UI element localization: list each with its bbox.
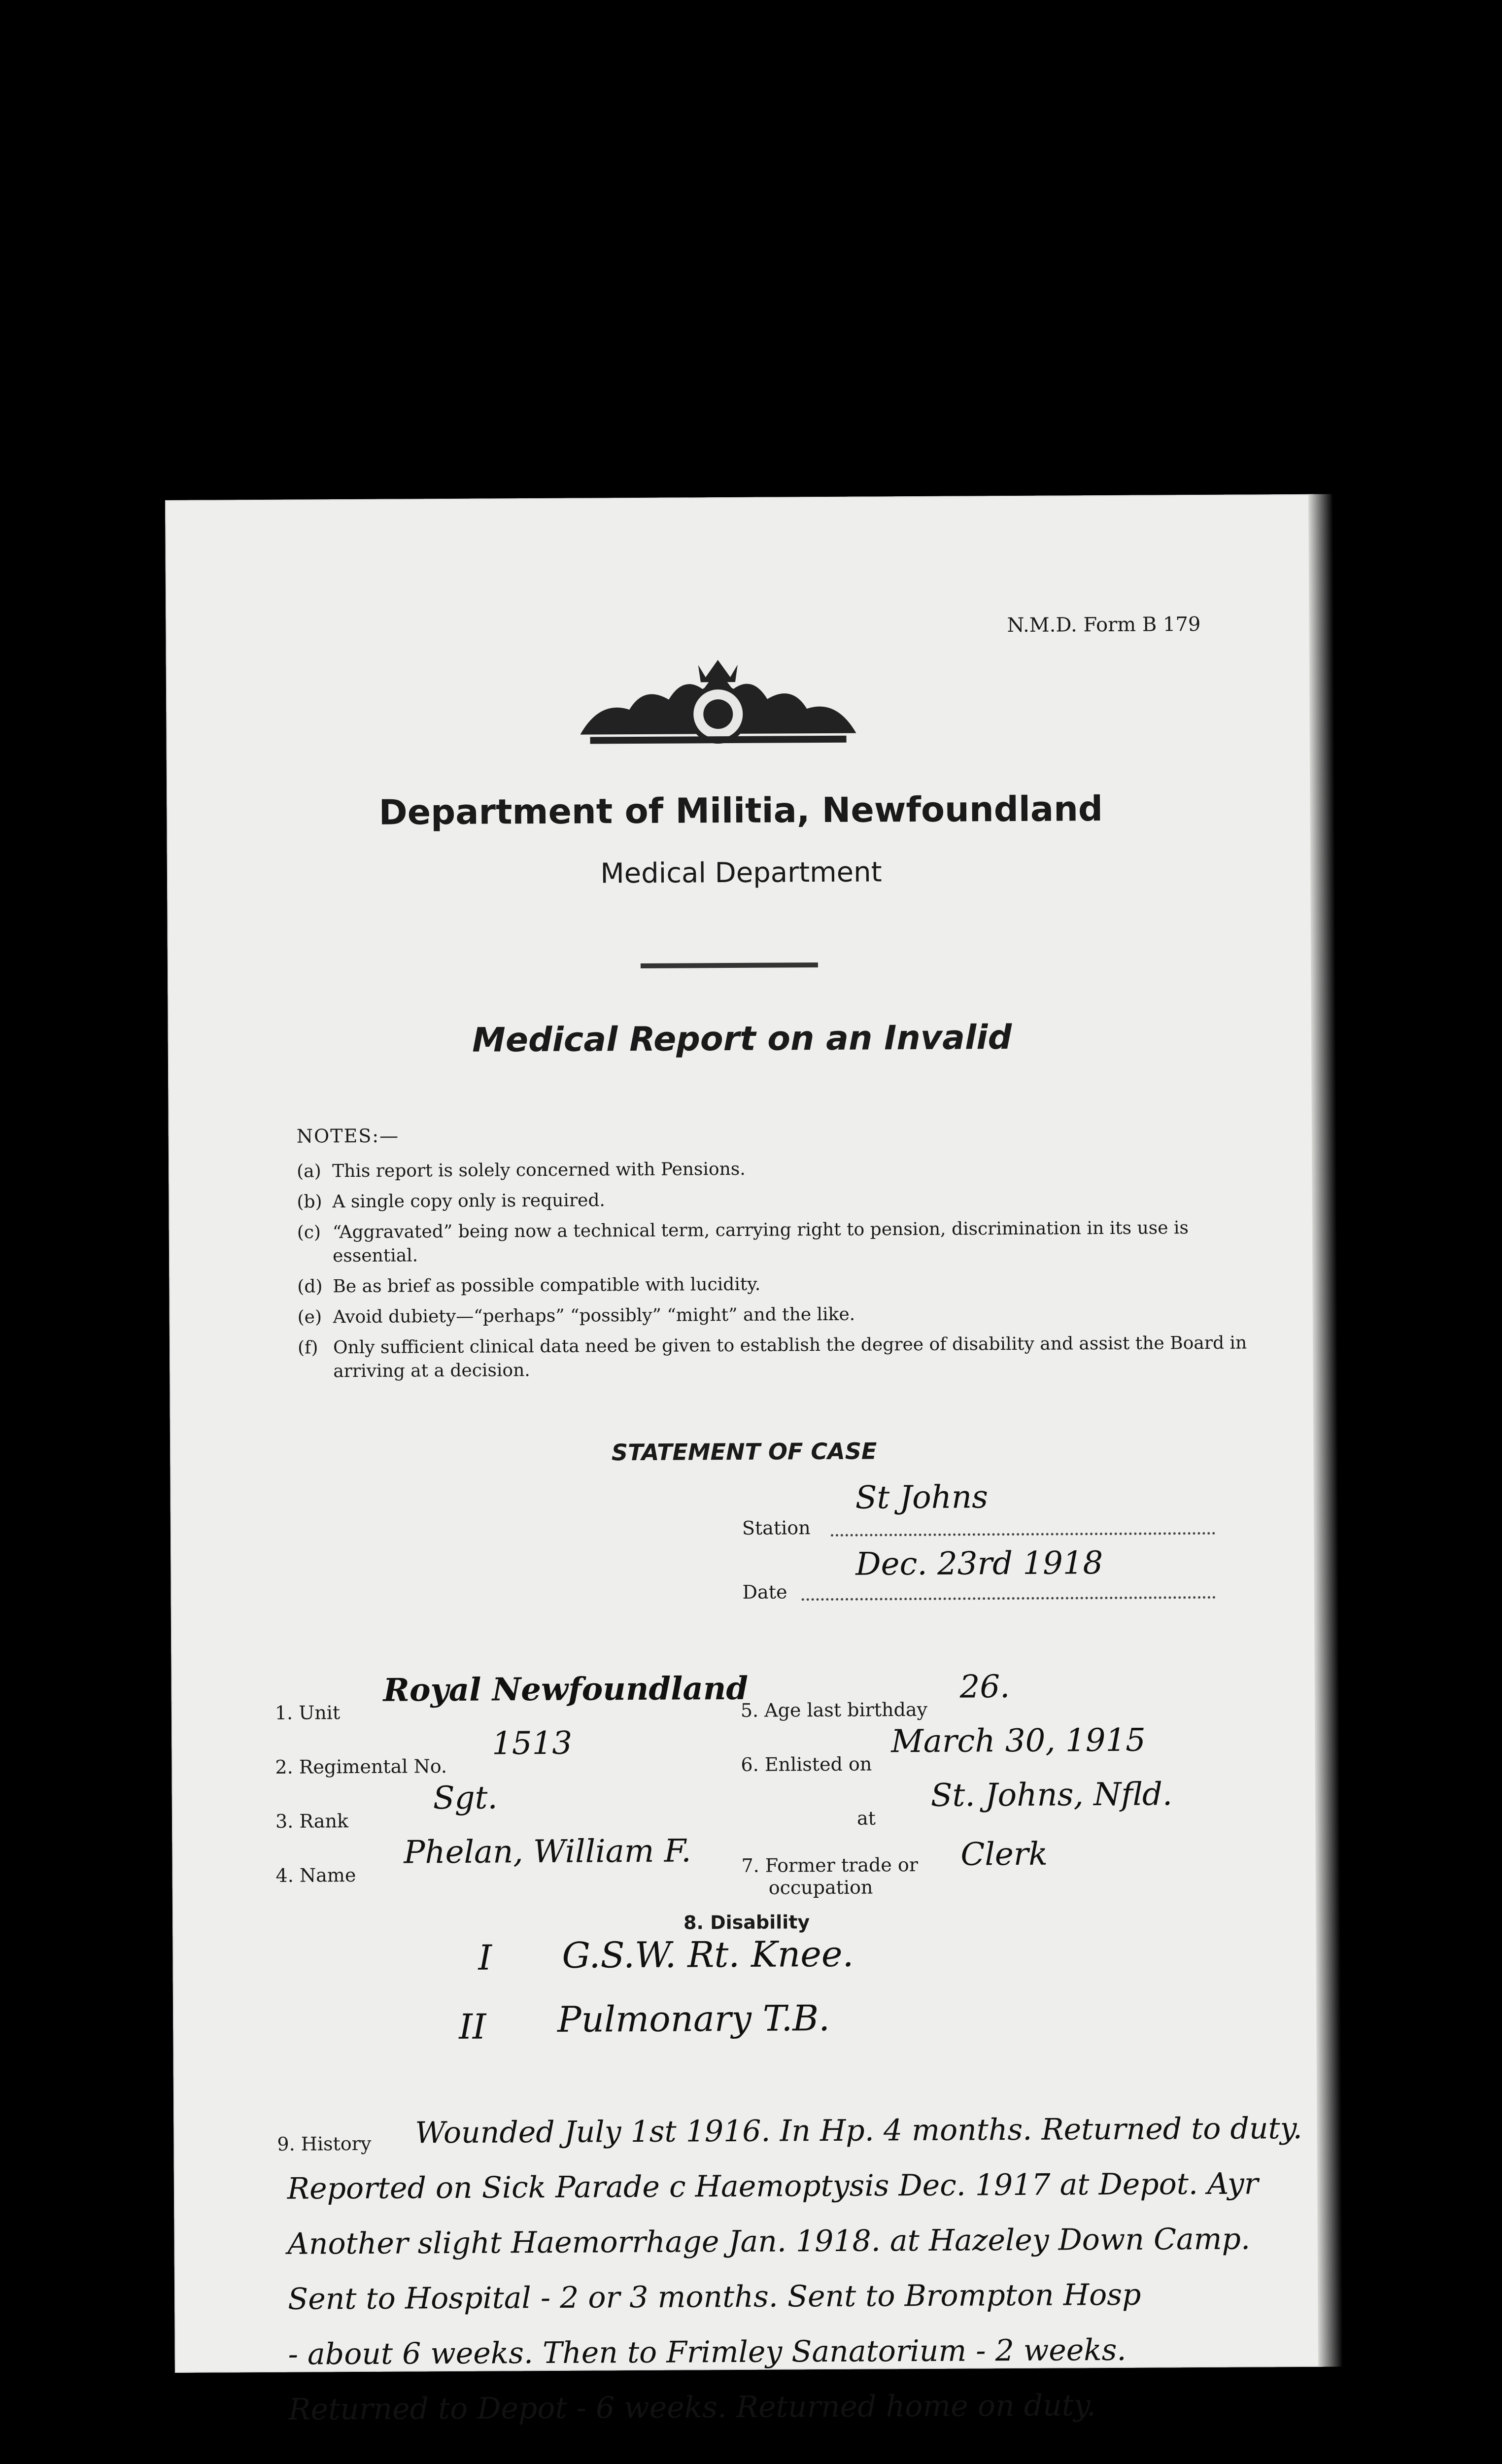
- note-key: (b): [297, 1192, 322, 1212]
- sub-department: Medical Department: [600, 856, 882, 890]
- at-value: St. Johns, Nfld.: [930, 1776, 1173, 1814]
- rank-value: Sgt.: [433, 1780, 498, 1817]
- history-line: Wounded July 1st 1916. In Hp. 4 months. Returned to duty.: [415, 2111, 1302, 2151]
- age-value: 26.: [959, 1669, 1010, 1706]
- note-text: Avoid dubiety—“perhaps” “possibly” “might” and the like.: [333, 1304, 855, 1328]
- enlisted-value: March 30, 1915: [891, 1722, 1146, 1760]
- report-title: Medical Report on an Invalid: [472, 1018, 1012, 1060]
- date-line: [802, 1596, 1216, 1601]
- note-key: (c): [297, 1222, 321, 1243]
- coat-of-arms-icon: [570, 654, 866, 754]
- date-label: Date: [742, 1581, 787, 1603]
- note-key: (f): [297, 1337, 318, 1358]
- note-key: (a): [297, 1161, 321, 1182]
- trade-label-line2: occupation: [768, 1876, 873, 1899]
- history-line: - about 6 weeks. Then to Frimley Sanatorium - 2 weeks.: [288, 2332, 1126, 2372]
- name-label: 4. Name: [275, 1864, 356, 1886]
- history-line: Sent to Hospital - 2 or 3 months. Sent to Brompton Hosp: [287, 2277, 1141, 2317]
- disability-heading: 8. Disability: [683, 1911, 810, 1934]
- station-value: St Johns: [855, 1479, 989, 1516]
- notes-heading: NOTES:—: [296, 1125, 400, 1147]
- page-edge: [1308, 494, 1343, 2367]
- unit-value: Royal Newfoundland: [383, 1670, 749, 1709]
- date-value: Dec. 23rd 1918: [855, 1545, 1103, 1583]
- station-label: Station: [742, 1517, 811, 1539]
- note-key: (d): [297, 1276, 323, 1297]
- disability-text: Pulmonary T.B.: [557, 1997, 830, 2040]
- note-item: [298, 1331, 1263, 1383]
- statement-heading: STATEMENT OF CASE: [611, 1437, 877, 1466]
- regimental-no-label: 2. Regimental No.: [275, 1755, 447, 1778]
- name-value: Phelan, William F.: [404, 1833, 691, 1871]
- disability-num: I: [478, 1937, 492, 1978]
- note-key: (e): [297, 1307, 322, 1328]
- note-text: A single copy only is required.: [332, 1190, 605, 1212]
- form-number: N.M.D. Form B 179: [1007, 613, 1201, 637]
- note-text: “Aggravated” being now a technical term, carrying right to pension, discrimination in its use is essential.: [332, 1218, 1189, 1266]
- divider: [641, 962, 818, 968]
- history-line: Another slight Haemorrhage Jan. 1918. at Hazeley Down Camp.: [287, 2222, 1251, 2261]
- note-item: [297, 1216, 1263, 1268]
- note-item: [297, 1270, 1263, 1299]
- history-text: [287, 2101, 1302, 2437]
- note-item: [297, 1155, 1263, 1183]
- history-label: 9. History: [277, 2132, 372, 2155]
- age-label: 5. Age last birthday: [740, 1698, 928, 1721]
- station-line: [831, 1532, 1215, 1537]
- note-text: Only sufficient clinical data need be given to establish the degree of disability and assist the Board in arriving at a decision.: [333, 1333, 1247, 1382]
- disability-text: G.S.W. Rt. Knee.: [562, 1933, 854, 1976]
- rank-label: 3. Rank: [275, 1810, 349, 1832]
- note-item: [298, 1300, 1263, 1329]
- trade-value: Clerk: [960, 1836, 1048, 1873]
- enlisted-label: 6. Enlisted on: [741, 1753, 872, 1776]
- note-text: Be as brief as possible compatible with lucidity.: [333, 1274, 761, 1297]
- note-text: This report is solely concerned with Pensions.: [332, 1159, 746, 1182]
- trade-label: 7. Former trade or: [741, 1854, 919, 1877]
- disability-num: II: [459, 2006, 486, 2047]
- history-line: Reported on Sick Parade c Haemoptysis Dec. 1917 at Depot. Ayr: [287, 2166, 1259, 2206]
- note-item: [297, 1185, 1263, 1214]
- medical-report-page: [165, 494, 1323, 2427]
- history-line: Returned to Depot - 6 weeks. Returned home on duty.: [288, 2388, 1096, 2427]
- notes-list: [297, 1155, 1263, 1390]
- unit-label: 1. Unit: [274, 1702, 341, 1724]
- department-title: Department of Militia, Newfoundland: [378, 788, 1103, 833]
- regimental-no-value: 1513: [492, 1725, 573, 1762]
- at-label: at: [856, 1807, 876, 1829]
